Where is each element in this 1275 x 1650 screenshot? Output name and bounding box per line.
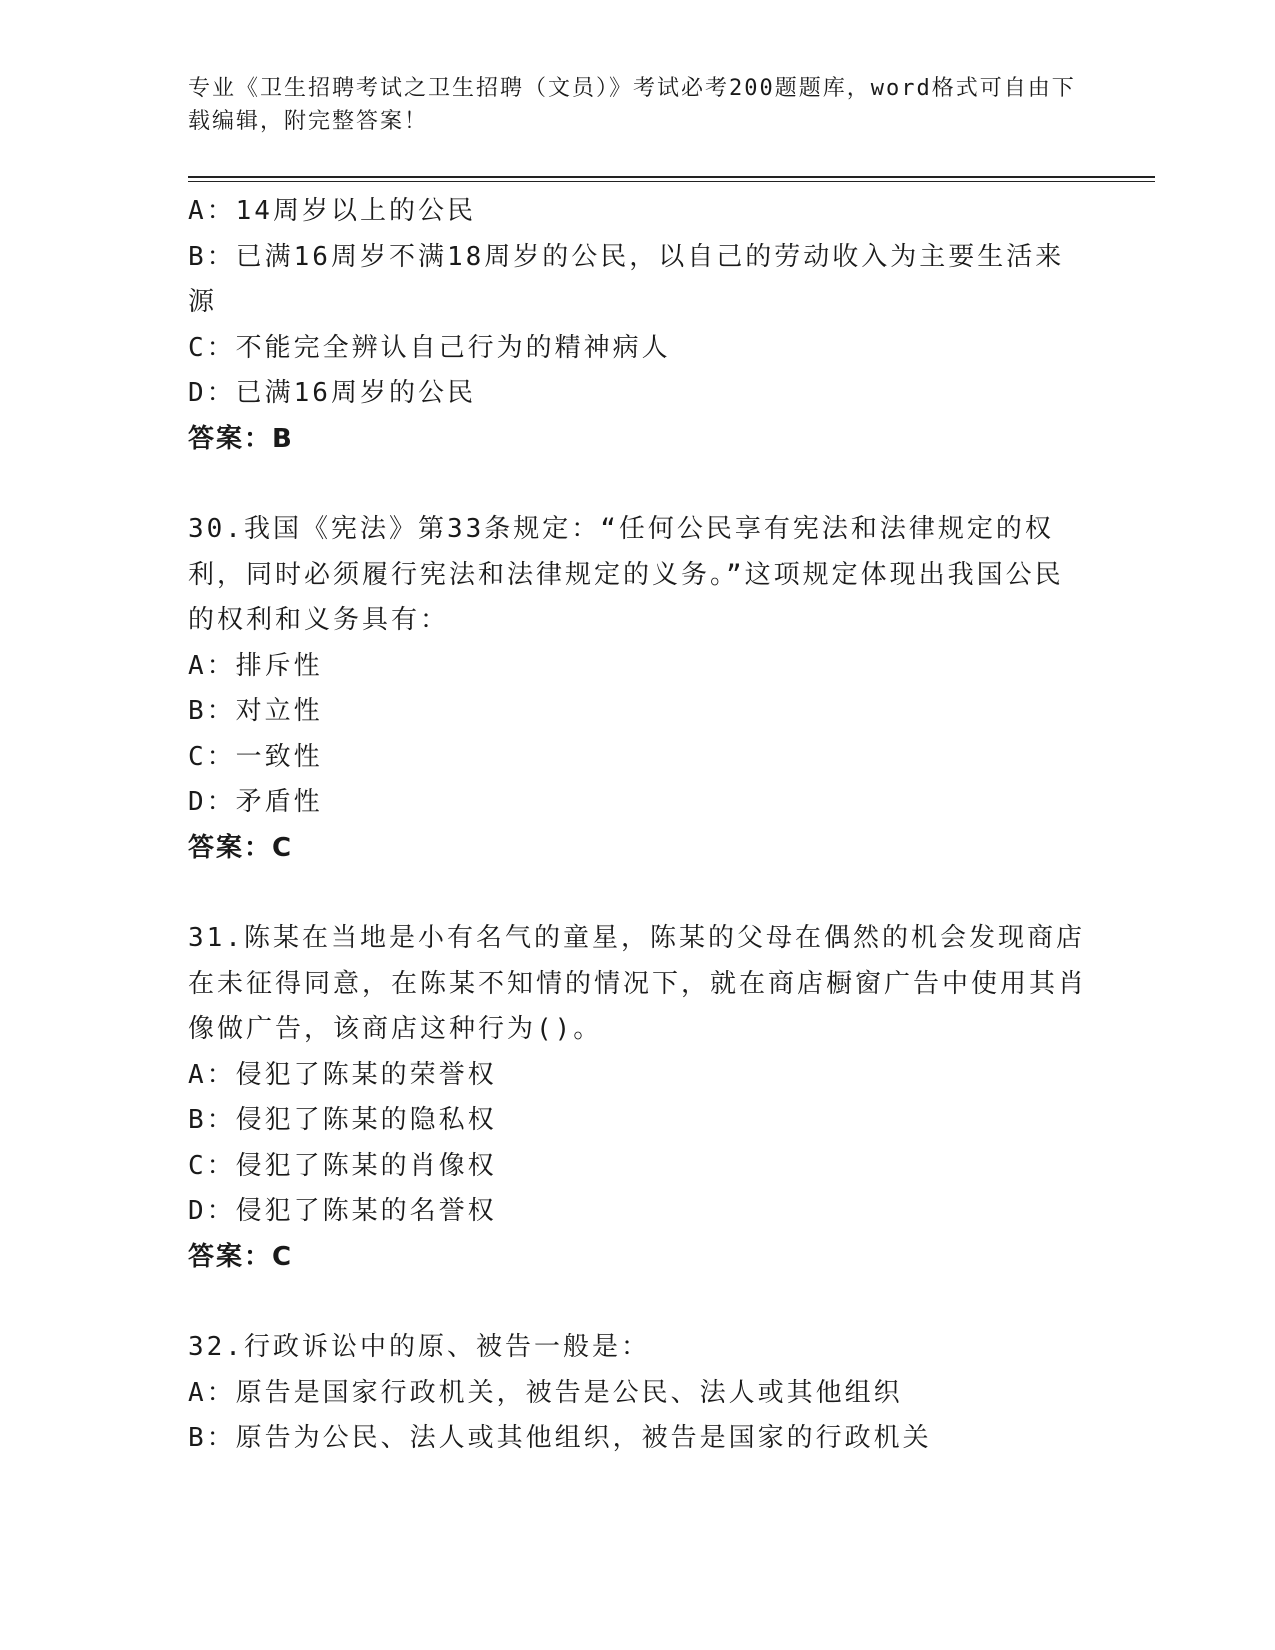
option-d: D：矛盾性 (188, 787, 323, 817)
option-b: B：原告为公民、法人或其他组织，被告是国家的行政机关 (188, 1423, 932, 1453)
option-b: B：对立性 (188, 696, 323, 726)
option-a: A：14周岁以上的公民 (188, 196, 476, 226)
spacer (188, 871, 1088, 916)
question-list (188, 189, 1088, 1462)
spacer (188, 462, 1088, 507)
spacer (188, 1280, 1088, 1325)
question-text: 32.行政诉讼中的原、被告一般是： (188, 1332, 650, 1362)
option-a: A：侵犯了陈某的荣誉权 (188, 1059, 497, 1090)
document-header: 专业《卫生招聘考试之卫生招聘（文员）》考试必考200题题库，word格式可自由下载编辑，附完整答案！ (188, 76, 1076, 134)
option-d: D：侵犯了陈某的名誉权 (188, 1196, 497, 1226)
question-block-29 (188, 189, 1088, 462)
option-b: B：侵犯了陈某的隐私权 (188, 1105, 497, 1135)
option-c: C：不能完全辨认自己行为的精神病人 (188, 332, 671, 363)
option-a: A：排斥性 (188, 650, 323, 681)
question-text: 30.我国《宪法》第33条规定：“任何公民享有宪法和法律规定的权利，同时必须履行宪法和法律规定的义务。”这项规定体现出我国公民的权利和义务具有： (188, 514, 1064, 635)
answer-line: 答案：C (188, 1241, 294, 1272)
option-d: D：已满16周岁的公民 (188, 378, 476, 408)
question-block-32 (188, 1325, 1088, 1462)
answer-line: 答案：C (188, 832, 294, 863)
header-divider-thick (188, 176, 1155, 178)
option-a: A：原告是国家行政机关，被告是公民、法人或其他组织 (188, 1377, 903, 1408)
question-block-30 (188, 507, 1088, 871)
question-block-31 (188, 916, 1088, 1280)
option-b: B：已满16周岁不满18周岁的公民，以自己的劳动收入为主要生活来源 (188, 241, 1065, 317)
question-text: 31.陈某在当地是小有名气的童星，陈某的父母在偶然的机会发现商店在未征得同意，在陈某不知情的情况下，就在商店橱窗广告中使用其肖像做广告，该商店这种行为()。 (188, 923, 1088, 1044)
header-divider-thin (188, 181, 1155, 182)
answer-line: 答案：B (188, 423, 294, 454)
option-c: C：一致性 (188, 741, 323, 772)
option-c: C：侵犯了陈某的肖像权 (188, 1150, 497, 1181)
